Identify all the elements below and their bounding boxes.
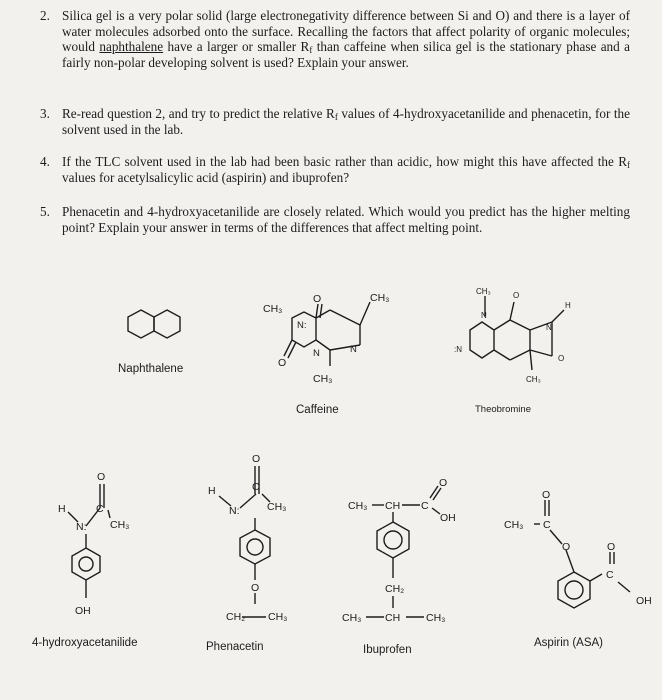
- question-text: Phenacetin and 4-hydroxyacetanilide are closely related. Which would you predict has the higher melting point? Explain your answer in terms of the differences that affect melting point.: [62, 204, 630, 235]
- ibuprofen-structure: [366, 486, 441, 617]
- question-text: Silica gel is a very polar solid (large electronegativity difference between Si and O) and there is a layer of water molecules adsorbed onto the surface. Recalling the factors that affect polarity of organic molecules; would naphthalene have a larger or smaller $R_f$ than caffeine when silica gel is the stationary phase and a fairly non-polar developing solvent is used? Explain your answer.: [62, 8, 630, 70]
- atom-label: N:: [76, 521, 87, 533]
- question-2: [40, 8, 630, 70]
- atom-label: O: [562, 541, 571, 553]
- atom-label: CH₃: [342, 612, 362, 624]
- atom-label: OH: [440, 512, 456, 524]
- structures-figure: [0, 270, 662, 700]
- atom-label: CH₃: [267, 501, 287, 513]
- atom-label: H: [565, 301, 571, 310]
- atom-label: C: [96, 503, 104, 515]
- atom-label: N:: [229, 505, 240, 517]
- atom-label: O: [251, 582, 260, 594]
- structure-name-caffeine: Caffeine: [296, 404, 339, 416]
- atom-label: H: [208, 485, 216, 497]
- atom-label: CH₃: [263, 303, 283, 315]
- atom-label: :N: [454, 345, 462, 354]
- atom-label: CH₂: [385, 583, 405, 595]
- atom-label: O: [313, 293, 322, 305]
- atom-label: N: [313, 348, 320, 359]
- structure-name-hydroxyacetanilide: 4-hydroxyacetanilide: [32, 637, 138, 649]
- atom-label: CH: [385, 500, 401, 512]
- atom-label: O: [607, 541, 616, 553]
- atom-label: CH₃: [476, 287, 491, 296]
- atom-label: OH: [636, 595, 652, 607]
- question-number: 5.: [40, 204, 50, 219]
- atom-label: CH₃: [110, 519, 130, 531]
- atom-label: O: [252, 453, 261, 465]
- question-number: 2.: [40, 8, 50, 23]
- atom-label: CH₃: [348, 500, 368, 512]
- atom-label: CH₃: [426, 612, 446, 624]
- phenacetin-structure: [219, 466, 270, 617]
- atom-label: C: [252, 481, 260, 493]
- question-text: If the TLC solvent used in the lab had been basic rather than acidic, how might this have affected the $R_f$ values for acetylsalicylic acid (aspirin) and ibuprofen?: [62, 154, 630, 185]
- atom-label: OH: [75, 605, 91, 617]
- structure-name-naphthalene: Naphthalene: [118, 363, 184, 375]
- atom-label: CH₃: [504, 519, 524, 531]
- atom-label: N: [481, 311, 487, 320]
- atom-label: CH₂: [226, 611, 246, 623]
- atom-label: O: [513, 291, 520, 300]
- atom-label: N: [350, 344, 357, 355]
- atom-label: O: [97, 471, 106, 483]
- atom-label: O: [439, 477, 448, 489]
- caffeine-structure: [284, 302, 370, 366]
- atom-label: C: [606, 569, 614, 581]
- atom-label: C: [543, 519, 551, 531]
- atom-label: N:: [297, 320, 307, 331]
- atom-label: N: [546, 323, 552, 332]
- atom-label: O: [278, 357, 287, 369]
- structure-name-ibuprofen: Ibuprofen: [363, 644, 412, 656]
- atom-label: CH₃: [313, 373, 333, 385]
- theobromine-structure: [470, 296, 564, 370]
- aspirin-structure: [534, 500, 630, 608]
- atom-label: CH₃: [526, 375, 541, 384]
- atom-label: CH: [385, 612, 401, 624]
- atom-label: O: [542, 489, 551, 501]
- underlined-word: naphthalene: [99, 39, 164, 55]
- question-5: [40, 204, 630, 235]
- question-4: [40, 154, 630, 185]
- hydroxyacetanilide-structure: [68, 484, 110, 598]
- naphthalene-structure: [128, 310, 180, 338]
- atom-label: CH₃: [268, 611, 288, 623]
- atom-label: H: [58, 503, 66, 515]
- atom-label: O: [558, 354, 565, 363]
- question-text: Re-read question 2, and try to predict the relative $R_f$ values of 4-hydroxyacetanilide and phenacetin, for the solvent used in the lab.: [62, 106, 630, 137]
- structure-name-aspirin: Aspirin (ASA): [534, 637, 604, 649]
- question-3: [40, 106, 630, 137]
- question-number: 4.: [40, 154, 50, 169]
- question-number: 3.: [40, 106, 50, 121]
- structure-name-phenacetin: Phenacetin: [206, 641, 264, 653]
- atom-label: CH₃: [370, 292, 390, 304]
- atom-label: C: [421, 500, 429, 512]
- structure-name-theobromine: Theobromine: [475, 404, 531, 415]
